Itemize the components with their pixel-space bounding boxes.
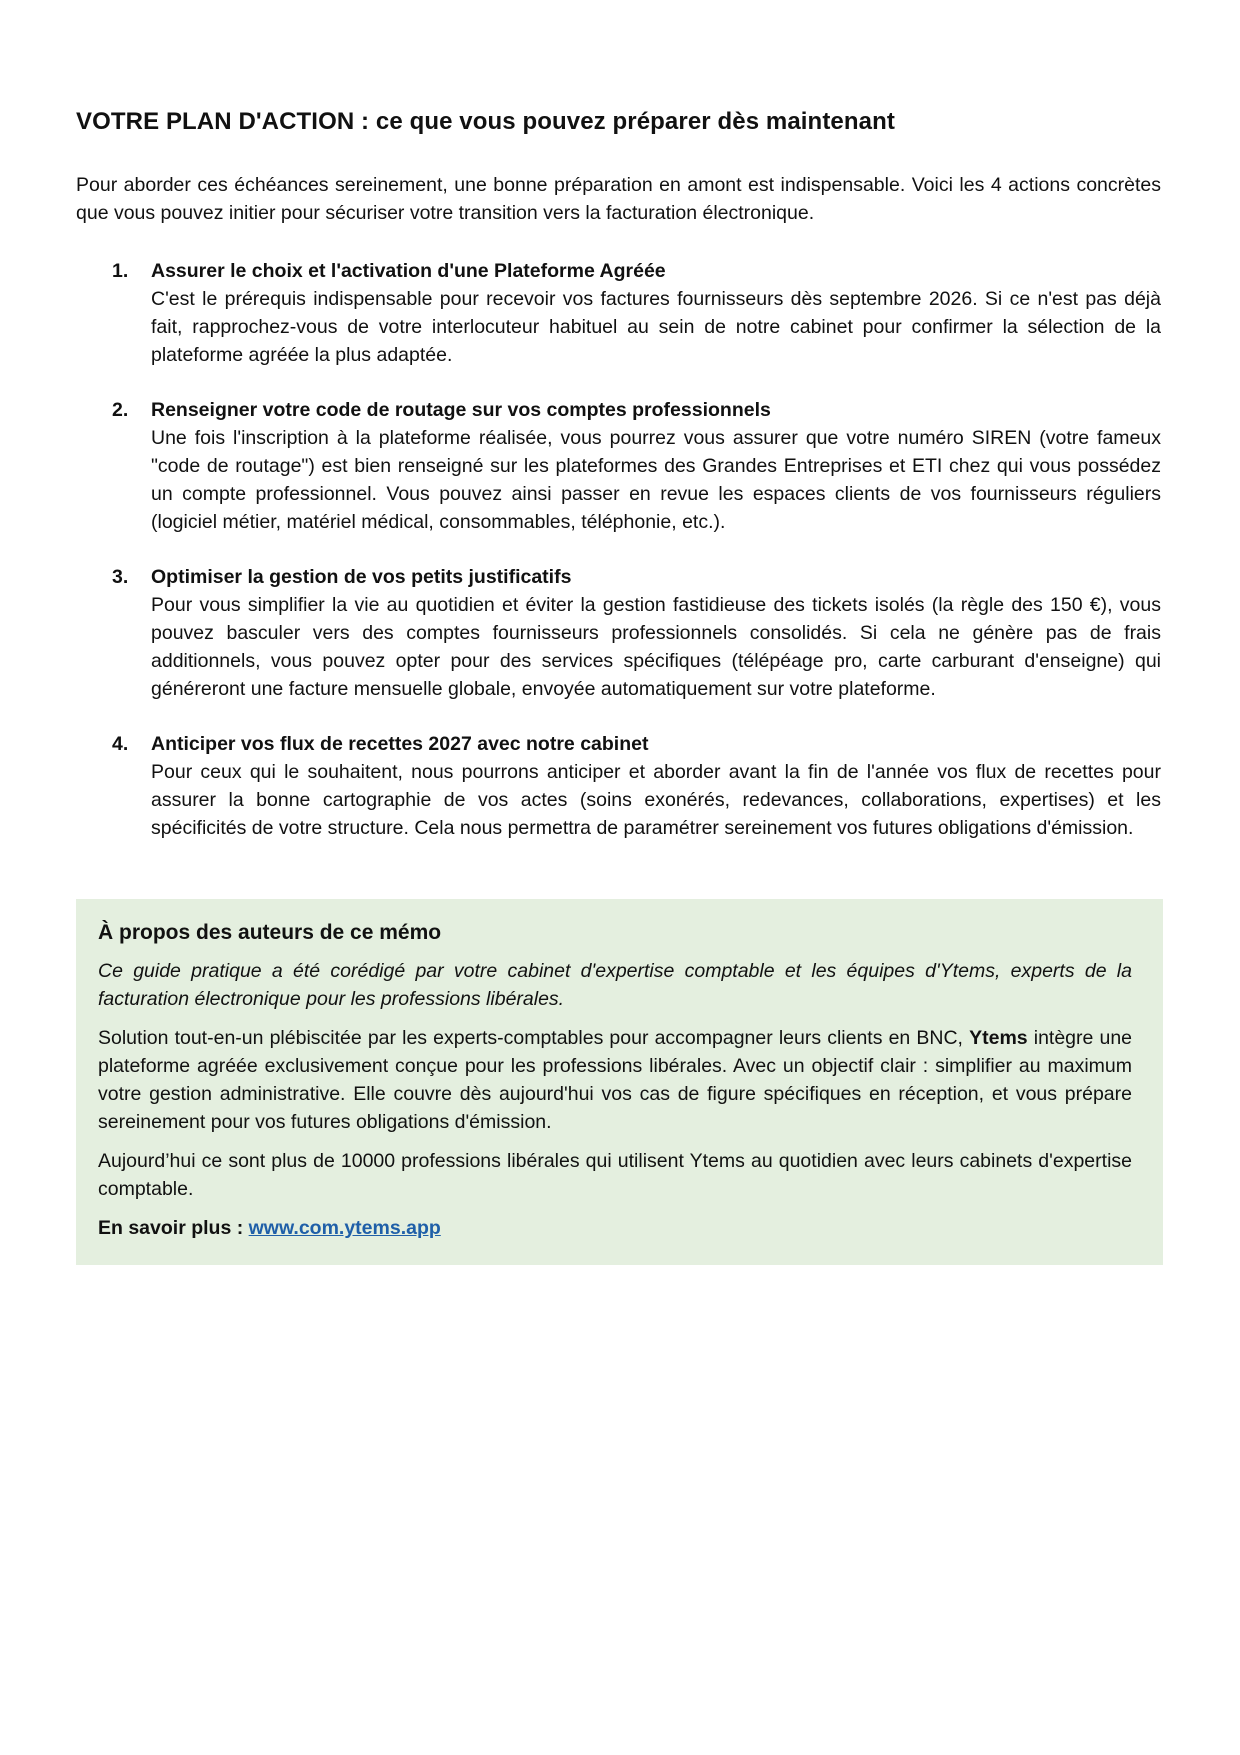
action-body	[151, 730, 1161, 842]
action-title: Assurer le choix et l'activation d'une Plateforme Agréée	[151, 260, 666, 282]
page-title: VOTRE PLAN D'ACTION : ce que vous pouvez préparer dès maintenant	[76, 108, 895, 135]
about-intro-paragraph: Ce guide pratique a été corédigé par votre cabinet d'expertise comptable et les équipes d'Ytems, experts de la facturation électronique pour les professions libérales.	[98, 960, 1132, 1010]
action-body	[151, 396, 1161, 536]
about-box	[76, 899, 1163, 1265]
action-text: Pour ceux qui le souhaitent, nous pourrons anticiper et aborder avant la fin de l'année vos flux de recettes pour assurer la bonne cartographie de vos actes (soins exonérés, redevances, collaborations, expertises) et les spécificités de votre structure. Cela nous permettra de paramétrer sereinement vos futures obligations d'émission.	[151, 761, 1161, 839]
action-text: Pour vous simplifier la vie au quotidien et éviter la gestion fastidieuse des tickets isolés (la règle des 150 €), vous pouvez basculer vers des comptes fournisseurs professionnels consolidés. Si cela ne génère pas de frais additionnels, vous pouvez opter pour des services spécifiques (télépéage pro, carte carburant d'enseigne) qui généreront une facture mensuelle globale, envoyée automatiquement sur votre plateforme.	[151, 594, 1161, 700]
about-solution-text-end: intègre une plateforme agréée exclusivement conçue pour les professions libérales. Avec un objectif clair : simplifier au maximum votre gestion administrative. Elle couvre dès aujourd'hui vos cas de figure spécifiques en réception, et vous prépare sereinement pour vos futures obligations d'émission.	[98, 1027, 1133, 1133]
about-solution-text-start: Solution tout-en-un plébiscitée par les experts-comptables pour accompagner leurs clients en BNC,	[98, 1027, 970, 1049]
action-number: 3.	[112, 566, 129, 588]
about-title: À propos des auteurs de ce mémo	[98, 921, 442, 944]
action-number: 1.	[112, 260, 129, 282]
action-body	[151, 257, 1161, 369]
about-stats-paragraph: Aujourd’hui ce sont plus de 10000 professions libérales qui utilisent Ytems au quotidien avec leurs cabinets d'expertise comptable.	[98, 1150, 1132, 1200]
website-link[interactable]: www.com.ytems.app	[248, 1217, 441, 1239]
brand-name: Ytems	[969, 1027, 1028, 1049]
action-title: Renseigner votre code de routage sur vos comptes professionnels	[151, 399, 771, 421]
action-number: 4.	[112, 733, 129, 755]
action-text: Une fois l'inscription à la plateforme réalisée, vous pourrez vous assurer que votre numéro SIREN (votre fameux "code de routage") est bien renseigné sur les plateformes des Grandes Entreprises et ETI chez qui vous possédez un compte professionnel. Vous pouvez ainsi passer en revue les espaces clients de vos fournisseurs réguliers (logiciel métier, matériel médical, consommables, téléphonie, etc.).	[151, 427, 1161, 533]
action-body	[151, 563, 1161, 703]
intro-paragraph: Pour aborder ces échéances sereinement, une bonne préparation en amont est indispensable. Voici les 4 actions concrètes que vous pouvez initier pour sécuriser votre transition vers la facturation électronique.	[76, 174, 1161, 224]
learn-more-label: En savoir plus :	[98, 1217, 249, 1239]
action-text: C'est le prérequis indispensable pour recevoir vos factures fournisseurs dès septembre 2026. Si ce n'est pas déjà fait, rapprochez-vous de votre interlocuteur habituel au sein de notre cabinet pour confirmer la sélection de la plateforme agréée la plus adaptée.	[151, 288, 1161, 366]
action-title: Optimiser la gestion de vos petits justificatifs	[151, 566, 572, 588]
action-number: 2.	[112, 399, 129, 421]
about-solution-paragraph	[98, 1024, 1132, 1136]
action-title: Anticiper vos flux de recettes 2027 avec notre cabinet	[151, 733, 649, 755]
learn-more-line	[98, 1214, 1132, 1242]
